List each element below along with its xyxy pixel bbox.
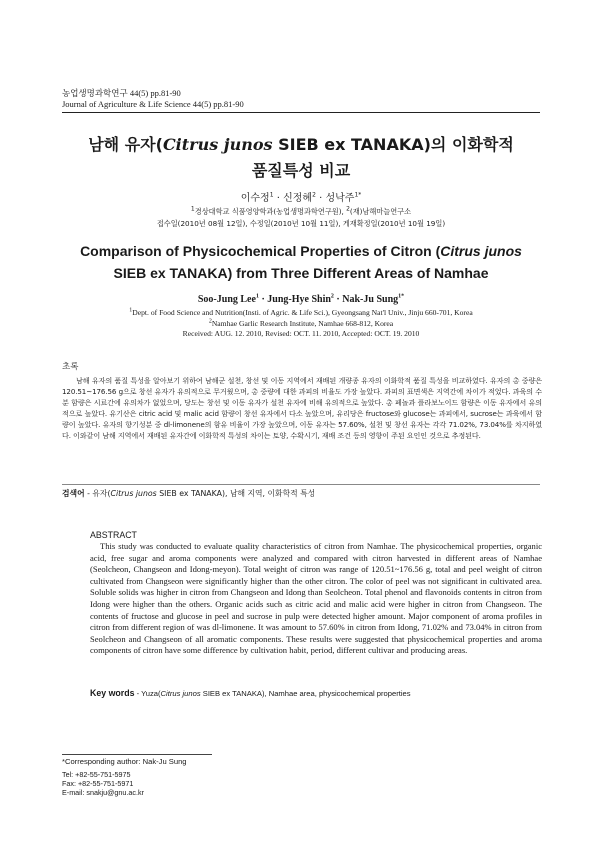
- abstract-english-heading: ABSTRACT: [90, 530, 137, 540]
- received-dates-korean: 접수일(2010년 08월 12일), 수정일(2010년 10월 11일), 게재확정일(2010년 10월 19일): [156, 219, 446, 228]
- keywords-english: Key words - Yuza(Citrus junos SIEB ex TANAKA), Namhae area, physicochemical properties: [90, 688, 411, 698]
- header-rule: [62, 112, 540, 113]
- affiliation-english: $^1$Dept. of Food Science and Nutrition(Insti. of Agric. & Life Sci.), Gyeongsang Nat'l Univ., Jinju 660-701, Korea $^2$Namhae Garlic Research Institute, Namhae 668-812, Korea Received: AUG. 12. 2010, Revised: OCT. 11. 2010, Accepted: OCT. 19. 2010: [129, 307, 473, 338]
- author-fax: Fax: +82-55-751-5971: [62, 779, 134, 788]
- authors-english: Soo-Jung Lee$^1$ · Jung-Hye Shin$^2$ · Nak-Ju Sung$^{1*}$: [197, 293, 405, 305]
- authors-korean: 이수정$^1$ · 신정혜$^2$ · 성낙주$^{1*}$: [240, 191, 362, 204]
- keywords-rule: [62, 484, 540, 485]
- keywords-korean: 검색어 - 유자(Citrus junos SIEB ex TANAKA), 남해 지역, 이화학적 특성: [62, 489, 316, 498]
- journal-citation-korean: 농업생명과학연구 44(5) pp.81-90: [62, 88, 181, 98]
- abstract-korean-heading: 초록: [62, 362, 79, 372]
- footnote-rule: [62, 754, 212, 755]
- author-telephone: Tel: +82-55-751-5975: [62, 770, 131, 779]
- title-korean: 남해 유자(Citrus junos SIEB ex TANAKA)의 이화학적 품질특성 비교: [88, 135, 514, 180]
- abstract-korean-body: 남해 유자의 품질 특성을 알아보기 위하여 남해군 설천, 창선 및 이동 지역에서 재배된 개량종 유자의 이화학적 품질 특성을 비교하였다. 유자의 총 중량은 120.51~176.56 g으로 창선 유자가 유의적으로 무거웠으며, 총 중량에 대한 과피의 비율도 가장 높았다. 과피의 표면색은 지역간에 차이가 적었다. 과육의 수분 함량은 시료간에 유의차가 없었으며, 당도는 창선 및 이동 유자가 설천 유자에 비해 유의적으로 높았다. 총 페놀과 플라보노이드 함량은 이동 유자에서 유의적으로 높았다. 유기산은 citric acid 및 malic acid 함량이 창선 유자에서 다소 높았으며, 유리당은 fructose와 glucose는 과피에서, sucrose는 과육에서 함량이 높았다. 유자의 향기성분 중 dl-limonene의 함유 비율이 가장 높았으며, 이동 유자는 57.60%, 설천 및 창선 유자는 각각 71.02%, 73.04%를 차지하였다. 이와같이 남해 지역에서 재배된 유자간에 이화학적 특성의 차이는 토양, 수확시기, 재배 조건 등의 영향이 주된 요인인 것으로 추정된다.: [62, 376, 542, 441]
- author-email[interactable]: E-mail: snakju@gnu.ac.kr: [62, 788, 144, 797]
- journal-citation-english: Journal of Agriculture & Life Science 44(5) pp.81-90: [62, 99, 244, 109]
- abstract-english-body: This study was conducted to evaluate quality characteristics of citron from Namhae. The physicochemical properties, organic acid, free sugar and aroma components were analyzed and compared with citron harvested in different areas of Namhae (Seolcheon, Changseon and Idong-meyon). Total weight of citron was range of 120.51~176.56 g, total and peel weight of citron cultivated from Changseon were significantly higher than the other citron. The color of peel was not significant in cultivated area. Soluble solids was higher in citron from Changseon and Idong than Seolcheon. Total phenol and flavonoids contents in citron from Idong were higher than the others. Organic acids such as citric acid and malic acid were higher in citron from Changseon. The contents of fructose and glucose in peel and sucrose in pulp were detected higher amount. Major component of aroma profiles in citron from different region of was dl-limonene. It was amount to 57.60% in citron from Idong, 71.02% and 73.04% in citron from Seolcheon and Changseon of all aromatic components. These results were suggested that physicochemical properties and aroma components of citron have some difference by cultivation habit, period, different cultivar and producing areas.: [90, 541, 542, 656]
- title-english: Comparison of Physicochemical Properties of Citron (Citrus junos SIEB ex TANAKA) from Three Different Areas of Namhae: [80, 243, 522, 281]
- affiliation-korean: $^1$경상대학교 식품영양학과(농업생명과학연구원), $^2$(재)남해마늘연구소: [190, 205, 412, 216]
- corresponding-author: *Corresponding author: Nak-Ju Sung: [62, 757, 187, 766]
